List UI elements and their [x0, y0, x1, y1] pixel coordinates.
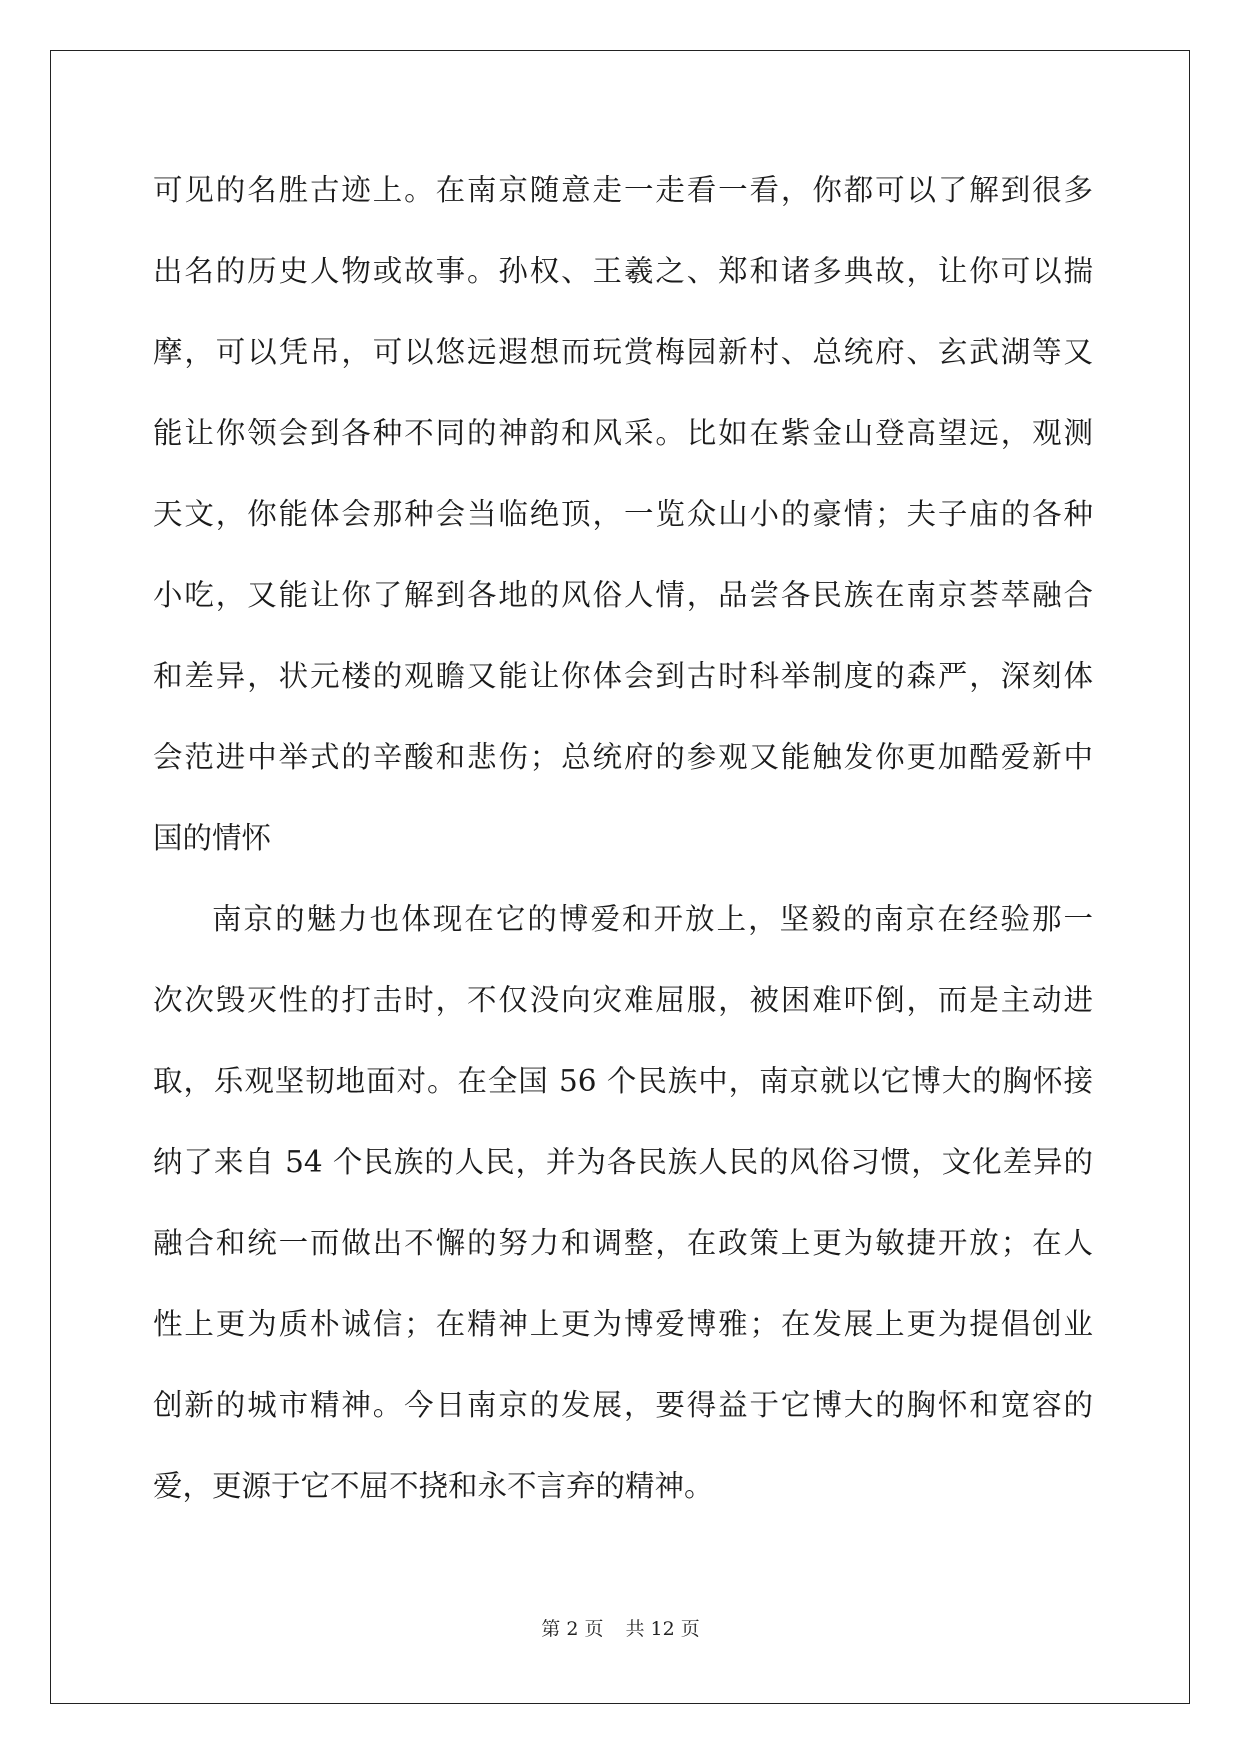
text-line: 创新的城市精神。今日南京的发展，要得益于它博大的胸怀和宽容的 — [153, 1388, 1093, 1422]
text-line: 天文，你能体会那种会当临绝顶，一览众山小的豪情；夫子庙的各种 — [153, 497, 1093, 531]
page-footer — [0, 1614, 1241, 1641]
text-line: 性上更为质朴诚信；在精神上更为博爱博雅；在发展上更为提倡创业 — [153, 1307, 1093, 1341]
text-line: 纳了来自 54 个民族的人民，并为各民族人民的风俗习惯，文化差异的 — [153, 1145, 1093, 1179]
page-number: 第 2 页 — [541, 1618, 604, 1640]
text-line: 爱，更源于它不屈不挠和永不言弃的精神。 — [153, 1469, 714, 1503]
page-total: 共 12 页 — [625, 1618, 700, 1640]
text-line: 和差异，状元楼的观瞻又能让你体会到古时科举制度的森严，深刻体 — [153, 659, 1093, 693]
text-line: 会范进中举式的辛酸和悲伤；总统府的参观又能触发你更加酷爱新中 — [153, 740, 1093, 774]
text-line: 次次毁灭性的打击时，不仅没向灾难屈服，被困难吓倒，而是主动进 — [153, 983, 1093, 1017]
text-line: 国的情怀 — [153, 821, 272, 855]
text-line: 出名的历史人物或故事。孙权、王羲之、郑和诸多典故，让你可以揣 — [153, 254, 1093, 288]
text-line: 小吃，又能让你了解到各地的风俗人情，品尝各民族在南京荟萃融合 — [153, 578, 1093, 612]
text-line: 可见的名胜古迹上。在南京随意走一走看一看，你都可以了解到很多 — [153, 173, 1093, 207]
document-body — [153, 160, 1093, 1537]
paragraph-first-line: 南京的魅力也体现在它的博爱和开放上，坚毅的南京在经验那一 — [212, 902, 1093, 936]
text-line: 融合和统一而做出不懈的努力和调整，在政策上更为敏捷开放；在人 — [153, 1226, 1093, 1260]
text-line: 能让你领会到各种不同的神韵和风采。比如在紫金山登高望远，观测 — [153, 416, 1093, 450]
text-line: 取，乐观坚韧地面对。在全国 56 个民族中，南京就以它博大的胸怀接 — [153, 1064, 1093, 1098]
text-line: 摩，可以凭吊，可以悠远遐想而玩赏梅园新村、总统府、玄武湖等又 — [153, 335, 1093, 369]
